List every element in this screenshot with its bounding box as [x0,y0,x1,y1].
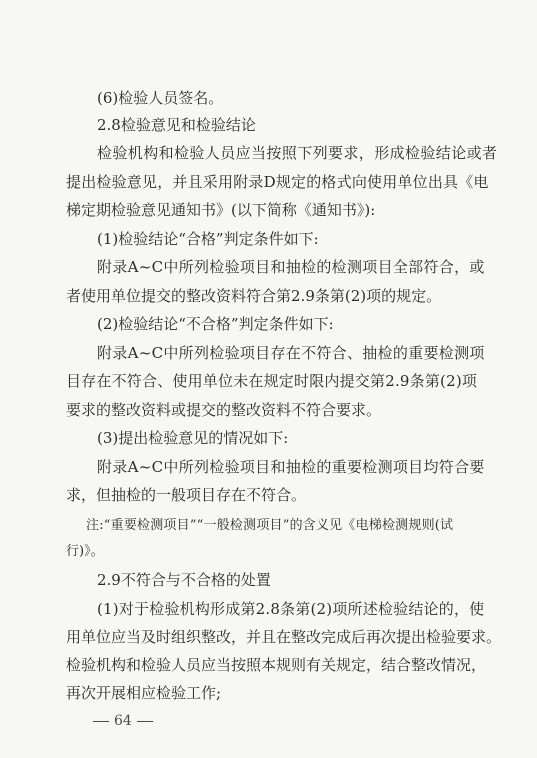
text-line-13: (3)提出检验意见的情况如下: [97,429,289,447]
text-line-19: (1)对于检验机构形成第2.8条第(2)项所述检验结论的，使 [97,600,485,618]
text-line-14: 附录A~C中所列检验项目和抽检的重要检测项目均符合要 [97,458,485,476]
text-line-20: 用单位应当及时组织整改，并且在整改完成后再次提出检验要求。 [66,628,502,646]
page-number-dash-right [137,721,153,722]
text-line-5: 梯定期检验意见通知书》(以下简称《通知书》): [66,201,376,219]
page-number [88,713,158,729]
text-line-15: 求，但抽检的一般项目存在不符合。 [66,486,307,504]
page-number-dash-left [93,721,109,722]
text-line-12: 要求的整改资料或提交的整改资料不符合要求。 [66,401,382,419]
section-heading-2-8: 2.8检验意见和检验结论 [97,116,256,134]
text-line-6: (1)检验结论“合格”判定条件如下: [97,230,319,248]
text-line-4: 提出检验意见，并且采用附录D规定的格式向使用单位出具《电 [66,173,489,191]
text-line-21: 检验机构和检验人员应当按照本规则有关规定，结合整改情况， [66,656,487,674]
text-line-10: 附录A~C中所列检验项目存在不符合、抽检的重要检测项 [97,344,485,362]
text-line-9: (2)检验结论“不合格”判定条件如下: [97,315,334,333]
page-number-value: 64 [114,713,132,729]
text-line-1: (6)检验人员签名。 [97,89,224,107]
note-line-2: 行)》。 [66,544,104,559]
text-line-8: 者使用单位提交的整改资料符合第2.9条第(2)项的规定。 [66,287,442,305]
text-line-7: 附录A~C中所列检验项目和抽检的检测项目全部符合，或 [97,258,485,276]
text-line-22: 再次开展相应检验工作; [66,684,222,702]
section-heading-2-9: 2.9不符合与不合格的处置 [97,571,271,589]
text-line-11: 目存在不符合、使用单位未在规定时限内提交第2.9条第(2)项 [66,372,478,390]
text-line-3: 检验机构和检验人员应当按照下列要求，形成检验结论或者 [97,144,498,162]
note-line-1: 注:“重要检测项目”“一般检测项目”的含义见《电梯检测规则(试 [86,518,454,533]
